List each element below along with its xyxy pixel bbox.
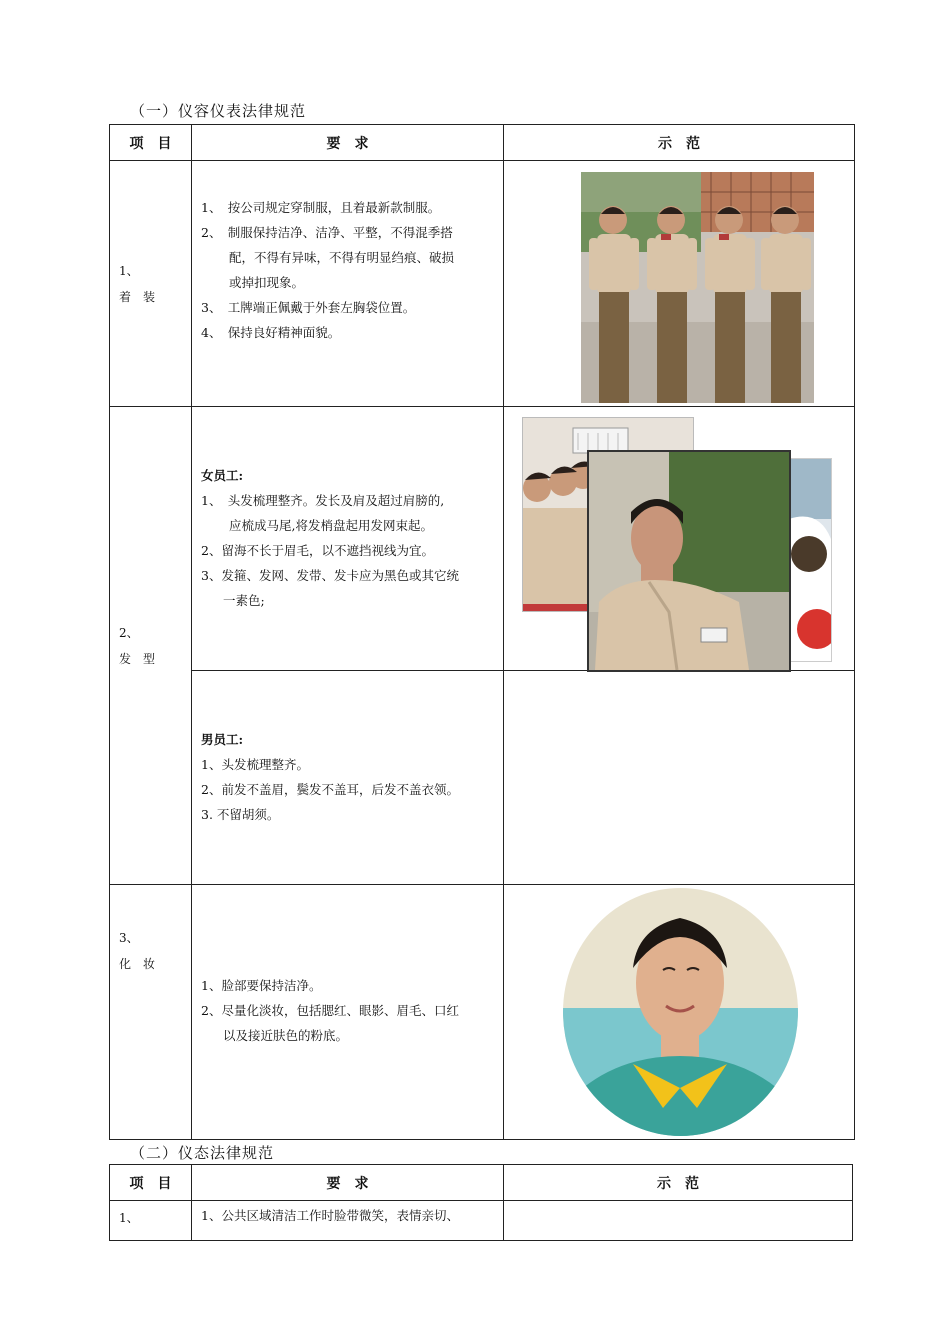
- requirement-line: 2、 制服保持洁净、洁净、平整，不得混季搭: [201, 225, 453, 240]
- header-example: 示 范: [504, 1165, 853, 1201]
- table-row: [110, 1201, 853, 1241]
- male-hairstyle-photo: [587, 450, 791, 672]
- requirement-line: 3. 不留胡须。: [201, 807, 280, 822]
- section-1-title: （一）仪容仪表法律规范: [130, 102, 307, 120]
- example-posture-cell: [504, 1201, 853, 1241]
- posture-standards-table: [109, 1164, 853, 1241]
- header-item: 项 目: [110, 125, 192, 161]
- male-staff-title: 男员工:: [201, 732, 244, 747]
- hair-accessory-photo: [788, 458, 832, 662]
- requirement-line: 1、头发梳理整齐。: [201, 757, 309, 772]
- requirement-line: 1、公共区域清洁工作时脸带微笑，表情亲切、: [201, 1208, 459, 1223]
- table-header-row: [110, 125, 855, 161]
- requirement-posture: [192, 1201, 504, 1241]
- category-name: 发 型: [119, 651, 156, 666]
- header-requirement: 要 求: [192, 125, 504, 161]
- requirement-line: 应梳成马尾,将发梢盘起用发网束起。: [229, 518, 433, 533]
- category-makeup: [110, 885, 192, 1140]
- category-number: 1、: [119, 1211, 139, 1225]
- example-hair-male-cell: [504, 671, 855, 885]
- header-requirement: 要 求: [192, 1165, 504, 1201]
- requirement-line: 一素色;: [223, 593, 265, 608]
- category-number: 3、: [119, 931, 139, 945]
- uniform-group-photo: [581, 172, 814, 403]
- category-number: 1、: [119, 263, 139, 278]
- category-hair: [110, 407, 192, 885]
- category-name: 着 装: [119, 289, 156, 304]
- table-row: [110, 671, 855, 885]
- requirement-line: 3、发箍、发网、发带、发卡应为黑色或其它统: [201, 568, 459, 583]
- requirement-line: 配，不得有异味，不得有明显绉痕、破损: [229, 250, 455, 265]
- requirement-line: 2、前发不盖眉，鬓发不盖耳，后发不盖衣领。: [201, 782, 459, 797]
- requirement-makeup: [192, 885, 504, 1140]
- makeup-portrait-photo: [563, 888, 798, 1136]
- header-example: 示 范: [504, 125, 855, 161]
- section-2-title: （二）仪态法律规范: [130, 1144, 275, 1162]
- requirement-line: 1、 头发梳理整齐。发长及肩及超过肩膀的,: [201, 493, 445, 508]
- requirement-hair-male: [192, 671, 504, 885]
- requirement-line: 1、脸部要保持洁净。: [201, 978, 322, 993]
- category-dress: [110, 161, 192, 407]
- female-staff-title: 女员工:: [201, 468, 244, 483]
- category-posture: [110, 1201, 192, 1241]
- requirement-line: 或掉扣现象。: [229, 275, 305, 290]
- requirement-line: 4、 保持良好精神面貌。: [201, 325, 341, 340]
- requirement-line: 以及接近肤色的粉底。: [223, 1028, 349, 1043]
- requirement-line: 2、尽量化淡妆，包括腮红、眼影、眉毛、口红: [201, 1003, 459, 1018]
- category-name: 化 妆: [119, 957, 156, 971]
- requirement-line: 2、留海不长于眉毛，以不遮挡视线为宜。: [201, 543, 434, 558]
- category-number: 2、: [119, 625, 139, 640]
- requirement-dress: [192, 161, 504, 407]
- table-header-row: [110, 1165, 853, 1201]
- requirement-hair-female: [192, 407, 504, 671]
- header-item: 项 目: [110, 1165, 192, 1201]
- requirement-line: 3、 工牌端正佩戴于外套左胸袋位置。: [201, 300, 416, 315]
- requirement-line: 1、 按公司规定穿制服，且着最新款制服。: [201, 200, 441, 215]
